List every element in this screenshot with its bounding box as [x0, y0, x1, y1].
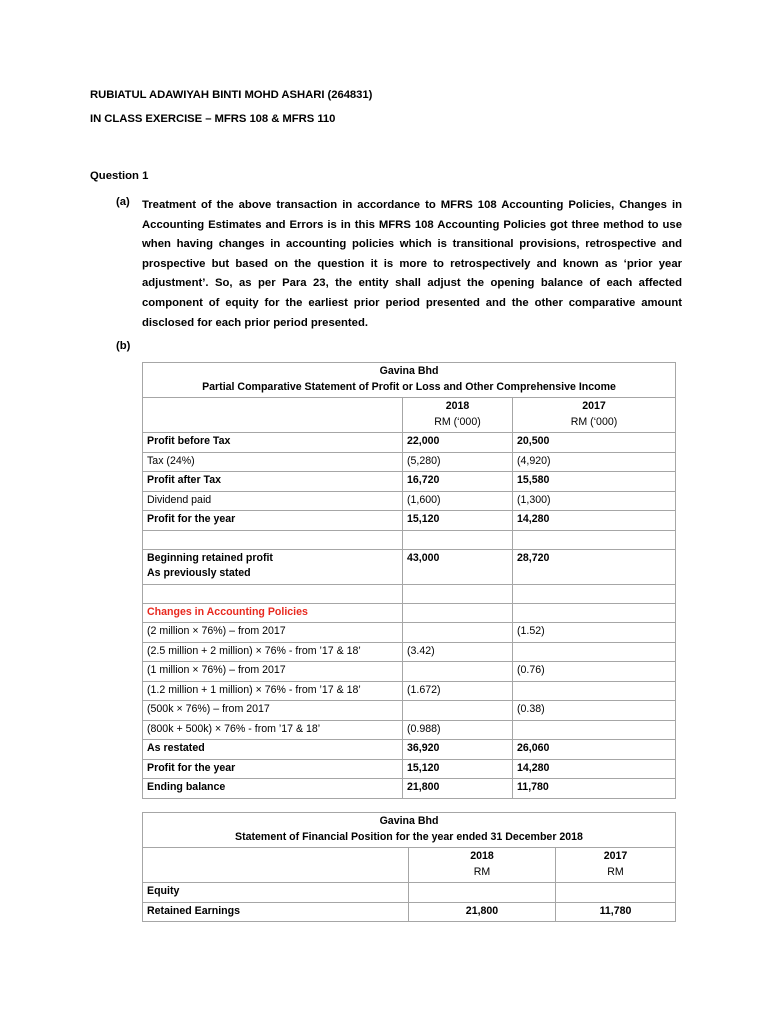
table1-header-2018-unit: RM (‘000)	[434, 415, 481, 428]
table2-statement-name: Statement of Financial Position for the year ended 31 December 2018	[235, 830, 583, 843]
part-a-label: (a)	[116, 196, 130, 208]
row-value-2017	[513, 584, 676, 603]
table-row	[143, 720, 676, 740]
row-value-2018	[403, 584, 513, 603]
table-row	[143, 433, 676, 453]
row-value-2017: 26,060	[513, 740, 676, 760]
row-value-2017: 11,780	[556, 902, 676, 922]
row-label-cell: (1 million × 76%) – from 2017	[143, 662, 403, 682]
row-label-cell: (1.2 million + 1 million) × 76% - from ’17 & 18’	[143, 681, 403, 701]
row-label-cell: (2 million × 76%) – from 2017	[143, 623, 403, 643]
row-label-cell: Equity	[143, 883, 409, 903]
row-label-cell: (2.5 million + 2 million) × 76% - from ’17 & 18’	[143, 642, 403, 662]
row-label-cell: As restated	[143, 740, 403, 760]
table1-header-2017-unit: RM (‘000)	[570, 415, 618, 428]
row-value-2018: (1.672)	[403, 681, 513, 701]
table-row	[143, 452, 676, 472]
row-value-2017	[513, 720, 676, 740]
row-label-cell	[143, 584, 403, 603]
row-value-2017	[513, 530, 676, 549]
table2-company-name: Gavina Bhd	[379, 815, 439, 827]
table-row	[143, 902, 676, 922]
table1-header-row	[143, 398, 676, 433]
row-value-2017: 14,280	[513, 511, 676, 531]
row-label-cell: Profit for the year	[143, 511, 403, 531]
table1-header-2017	[513, 398, 676, 433]
row-value-2018: 21,800	[403, 779, 513, 799]
table2-header-2018	[409, 848, 556, 883]
row-value-2017: 15,580	[513, 472, 676, 492]
table1-title-cell	[143, 363, 676, 398]
table-row	[143, 623, 676, 643]
row-value-2018: (1,600)	[403, 491, 513, 511]
table1-header-2017-year: 2017	[582, 400, 606, 412]
table-row	[143, 530, 676, 549]
row-value-2018: (0.988)	[403, 720, 513, 740]
table2-title-row	[143, 813, 676, 848]
row-value-2017: 11,780	[513, 779, 676, 799]
table-row	[143, 491, 676, 511]
table2-title-cell	[143, 813, 676, 848]
exercise-title-line: IN CLASS EXERCISE – MFRS 108 & MFRS 110	[90, 113, 336, 125]
row-label-cell	[143, 530, 403, 549]
row-label-line: Beginning retained profit	[147, 551, 273, 564]
row-value-2018: 43,000	[403, 549, 513, 584]
question-title: Question 1	[90, 170, 149, 182]
table2-header-2018-year: 2018	[470, 850, 494, 862]
row-label-cell: Retained Earnings	[143, 902, 409, 922]
row-label-cell: (800k + 500k) × 76% - from ’17 & 18’	[143, 720, 403, 740]
question-part-a	[116, 196, 682, 333]
table1-section-blank-2017	[513, 603, 676, 623]
table-row	[143, 662, 676, 682]
row-value-2017: (1.52)	[513, 623, 676, 643]
table1-header-blank	[143, 398, 403, 433]
table1-header-2018	[403, 398, 513, 433]
row-value-2018: 36,920	[403, 740, 513, 760]
table-row	[143, 701, 676, 721]
changes-in-accounting-policies-heading: Changes in Accounting Policies	[143, 603, 403, 623]
row-value-2018	[403, 623, 513, 643]
row-value-2017: 14,280	[513, 759, 676, 779]
row-value-2018	[403, 530, 513, 549]
row-value-2017: 28,720	[513, 549, 676, 584]
row-value-2018: 16,720	[403, 472, 513, 492]
row-value-2017: (4,920)	[513, 452, 676, 472]
row-value-2017	[513, 642, 676, 662]
row-label-cell: Tax (24%)	[143, 452, 403, 472]
table2-header-blank	[143, 848, 409, 883]
part-b-label: (b)	[116, 340, 131, 352]
row-value-2017: (1,300)	[513, 491, 676, 511]
table-row	[143, 642, 676, 662]
table1-title-row	[143, 363, 676, 398]
row-value-2017: (0.38)	[513, 701, 676, 721]
row-value-2018: 15,120	[403, 759, 513, 779]
table-row	[143, 584, 676, 603]
table-row	[143, 759, 676, 779]
row-value-2017: (0.76)	[513, 662, 676, 682]
row-value-2018	[403, 701, 513, 721]
table-row	[143, 549, 676, 584]
table1-body	[143, 363, 676, 799]
statement-of-financial-position-table	[142, 812, 676, 922]
row-label-cell: Profit after Tax	[143, 472, 403, 492]
row-value-2017: 20,500	[513, 433, 676, 453]
row-value-2018	[409, 883, 556, 903]
table-row	[143, 740, 676, 760]
row-value-2018: 15,120	[403, 511, 513, 531]
row-label-cell: Ending balance	[143, 779, 403, 799]
row-label-cell: Profit for the year	[143, 759, 403, 779]
table2-header-2017	[556, 848, 676, 883]
row-value-2018	[403, 662, 513, 682]
part-a-answer-text: Treatment of the above transaction in accordance to MFRS 108 Accounting Policies, Changes in Accounting Estimates and Errors is in this MFRS 108 Accounting Policies got three method to use when having changes in accounting policies which is transitional provisions, retrospective and prospective but based on the question it is more to retrospectively and known as ‘prior year adjustment’. So, as per Para 23, the entity shall adjust the opening balance of each affected component of equity for the earliest prior period presented and the other comparative amount disclosed for each prior period presented.	[142, 199, 682, 329]
table-row	[143, 779, 676, 799]
row-value-2018: (5,280)	[403, 452, 513, 472]
table-row	[143, 472, 676, 492]
table2-header-row	[143, 848, 676, 883]
row-label-cell: Profit before Tax	[143, 433, 403, 453]
table-row	[143, 883, 676, 903]
row-value-2018: 21,800	[409, 902, 556, 922]
student-name-line: RUBIATUL ADAWIYAH BINTI MOHD ASHARI (264831)	[90, 89, 373, 101]
row-value-2017	[513, 681, 676, 701]
row-value-2017	[556, 883, 676, 903]
table2-header-2017-year: 2017	[603, 850, 628, 862]
row-label-cell: (500k × 76%) – from 2017	[143, 701, 403, 721]
row-label-line: As previously stated	[147, 567, 251, 579]
table1-header-2018-year: 2018	[445, 400, 470, 412]
row-value-2018: 22,000	[403, 433, 513, 453]
table1-section-blank-2018	[403, 603, 513, 623]
table-row	[143, 681, 676, 701]
row-label-cell: Dividend paid	[143, 491, 403, 511]
table2-header-2018-unit: RM	[473, 865, 491, 878]
row-value-2018: (3.42)	[403, 642, 513, 662]
table1-section-heading-row	[143, 603, 676, 623]
row-label-cell	[143, 549, 403, 584]
table2-header-2017-unit: RM	[607, 865, 624, 878]
table1-company-name: Gavina Bhd	[379, 365, 439, 377]
partial-comparative-statement-table	[142, 362, 676, 799]
table-row	[143, 511, 676, 531]
table2-body	[143, 813, 676, 922]
table1-statement-name: Partial Comparative Statement of Profit or Loss and Other Comprehensive Income	[202, 380, 616, 393]
